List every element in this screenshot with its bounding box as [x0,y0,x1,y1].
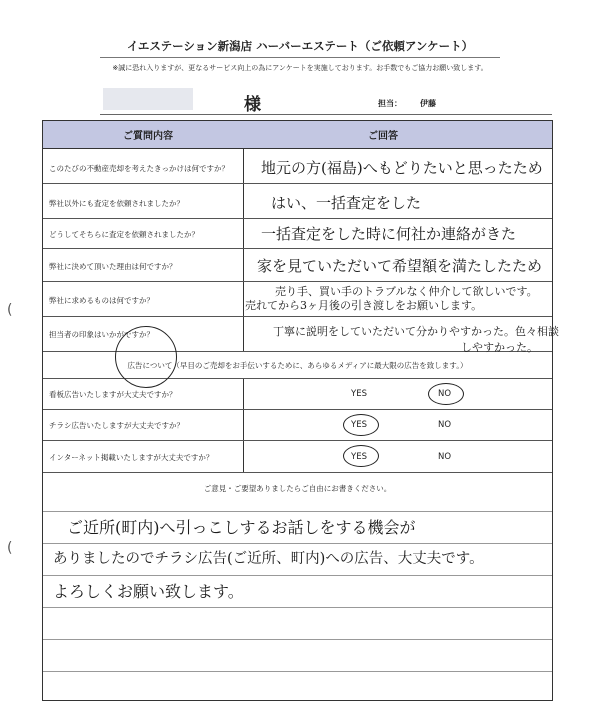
row-divider [43,281,552,282]
writing-line [43,543,552,544]
title-divider [100,57,500,58]
answer-reason-chosen: 家を見ていただいて希望額を満たしたため [257,257,543,275]
hand-drawn-circle [115,326,177,388]
row-divider [43,409,552,410]
row-divider [43,183,552,184]
question-signboard-ad: 看板広告いたしますが大丈夫ですか？ [49,390,177,399]
row-divider [43,472,552,473]
survey-instructions: ※誠に恐れ入りますが、更なるサービス向上の為にアンケートを実施しております。お手数でもご協力お願い致します。 [112,64,488,72]
flyer-yes-option[interactable]: YES [351,420,367,430]
column-divider-upper [243,148,244,351]
answer-column-header: ご回答 [368,131,398,142]
writing-line [43,575,552,576]
row-divider [43,440,552,441]
answer-impression-line1: 丁寧に説明をしていただいて分かりやすかった。色々相談 [273,325,559,338]
internet-no-option[interactable]: NO [438,452,452,462]
writing-line [43,607,552,608]
answer-other-appraisal: はい、一括査定をした [271,194,422,212]
comment-line-1: ご近所(町内)へ引っこしするお話しをする機会が [67,518,416,537]
comment-line-2: ありましたのでチラシ広告(ご近所、町内)への広告、大丈夫です。 [53,551,484,567]
answer-trigger: 地元の方(福島)へもどりたいと思ったため [261,159,543,177]
writing-line [43,511,552,512]
signboard-yes-option[interactable]: YES [351,389,367,399]
comment-line-3: よろしくお願い致します。 [53,582,244,601]
answer-expectations-line2: 売れてから3ヶ月後の引き渡しをお願いします。 [245,299,483,312]
name-underline [100,114,552,115]
question-column-header: ご質問内容 [123,131,173,142]
question-impression: 担当者の印象はいかがですか？ [49,330,154,339]
internet-yes-option[interactable]: YES [351,452,367,462]
question-reason-chosen: 弊社に決めて頂いた理由は何ですか？ [49,262,177,271]
redacted-customer-name [103,88,193,110]
row-divider [43,218,552,219]
signboard-no-option[interactable]: NO [438,389,452,399]
advert-notice: 広告について（早目のご売却をお手伝いするために、あらゆるメディアに最大限の広告を致します。） [127,361,468,370]
selected-mark-internet [343,445,379,467]
writing-line [43,639,552,640]
row-divider [43,378,552,379]
comments-prompt: ご意見・ご要望ありましたらご自由にお書きください。 [203,484,392,493]
row-divider [43,316,552,317]
question-other-appraisal: 弊社以外にも査定を依頼されましたか？ [49,199,184,208]
question-expectations: 弊社に求めるものは何ですか？ [49,296,154,305]
staff-name: 伊藤 [420,99,436,108]
margin-mark-top: ( [7,302,13,318]
selected-mark-flyer [343,414,379,436]
row-divider [43,248,552,249]
table-header [43,121,552,149]
writing-line [43,671,552,672]
staff-label: 担当： [378,99,402,108]
question-internet-ad: インターネット掲載いたしますが大丈夫ですか？ [49,453,214,462]
survey-title: イエステーション新潟店 ハーバーエステート（ご依頼アンケート） [126,39,474,53]
customer-honorific: 様 [244,95,261,115]
selected-mark-signboard [428,383,464,405]
survey-form [42,120,559,701]
question-flyer-ad: チラシ広告いたしますが大丈夫ですか？ [49,421,184,430]
question-trigger: このたびの不動産売却を考えたきっかけは何ですか？ [49,164,229,173]
flyer-no-option[interactable]: NO [438,420,452,430]
column-divider-advert [243,378,244,472]
answer-why-appraisal: 一括査定をした時に何社か連絡がきた [261,225,517,243]
margin-mark-bottom: ( [7,540,13,556]
answer-impression-line2: しやすかった。 [461,341,538,354]
question-why-appraisal: どうしてそちらに査定を依頼されましたか？ [49,230,199,239]
answer-expectations-line1: 売り手、買い手のトラブルなく仲介して欲しいです。 [275,285,538,298]
